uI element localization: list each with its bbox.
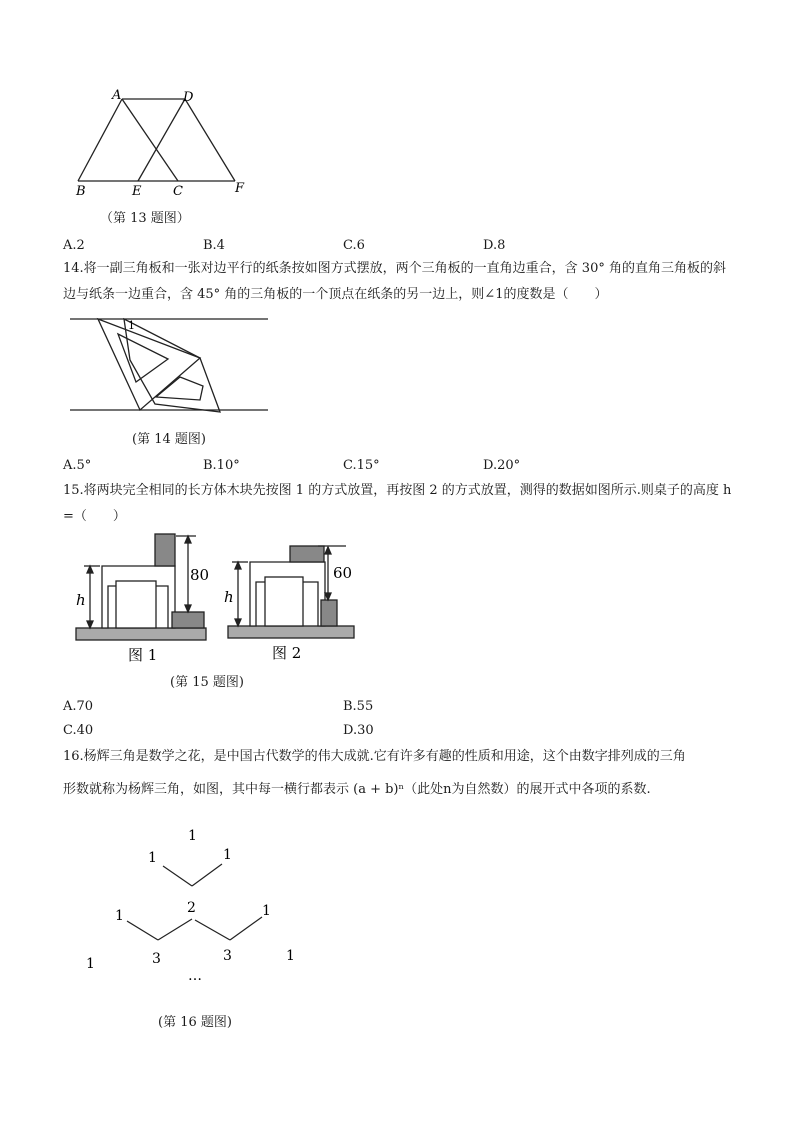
row1-1a: 1 xyxy=(148,850,157,866)
q15-option-b: B.55 xyxy=(343,699,374,714)
row3-3a: 3 xyxy=(152,951,161,967)
q14-option-d: D.20° xyxy=(483,458,521,473)
fig2-h: h xyxy=(224,588,234,606)
row2-1b: 1 xyxy=(262,903,271,919)
row1-1b: 1 xyxy=(223,847,232,863)
q14-text: 14.将一副三角板和一张对边平行的纸条按如图方式摆放，两个三角板的一直角边重合，含 30° 角的直角三角板的斜边与纸条一边重合，含 45° 角的三角板的一个顶点在纸条的另一边上，则∠1的度数是（ ） xyxy=(63,261,726,302)
point-d: D xyxy=(183,90,194,105)
point-c: C xyxy=(173,184,183,199)
q14-option-c: C.15° xyxy=(343,458,380,473)
q15-option-c: C.40 xyxy=(63,723,94,738)
q13-option-c: C.6 xyxy=(343,238,365,253)
q16-line2: 形数就称为杨辉三角，如图，其中每一横行都表示 (a + b)ⁿ（此处n为自然数）的展开式中各项的系数. xyxy=(63,782,651,797)
q13-option-b: B.4 xyxy=(203,238,225,253)
q14-caption: (第 14 题图) xyxy=(132,432,206,447)
q13-figure xyxy=(60,85,280,205)
q13-caption: （第 13 题图） xyxy=(100,211,190,226)
ellipsis: … xyxy=(188,968,202,984)
q14-option-a: A.5° xyxy=(63,458,92,473)
angle-1-label: 1 xyxy=(128,319,135,332)
fig2-label: 图 2 xyxy=(272,644,302,662)
q13-option-a: A.2 xyxy=(63,238,85,253)
point-e: E xyxy=(132,184,142,199)
fig1 xyxy=(76,534,206,640)
q15-figure xyxy=(70,530,365,668)
q15-option-d: D.30 xyxy=(343,723,374,738)
q15-caption: (第 15 题图) xyxy=(170,675,244,690)
q14-figure xyxy=(60,312,275,417)
q16-caption: (第 16 题图) xyxy=(158,1015,232,1030)
fig1-h: h xyxy=(76,591,86,609)
row3-1a: 1 xyxy=(86,956,95,972)
fig2-value: 60 xyxy=(333,564,353,582)
row3-1b: 1 xyxy=(286,948,295,964)
row0-1: 1 xyxy=(188,828,197,844)
q15-option-a: A.70 xyxy=(63,699,94,714)
fig2 xyxy=(228,546,354,638)
row2-1a: 1 xyxy=(115,908,124,924)
yang-hui-triangle xyxy=(80,820,310,990)
fig1-label: 图 1 xyxy=(128,646,158,664)
row3-3b: 3 xyxy=(223,948,232,964)
point-f: F xyxy=(235,181,245,196)
row2-2: 2 xyxy=(187,900,196,916)
fig1-value: 80 xyxy=(190,566,210,584)
q13-option-d: D.8 xyxy=(483,238,506,253)
point-b: B xyxy=(76,184,86,199)
q15-text: 15.将两块完全相同的长方体木块先按图 1 的方式放置，再按图 2 的方式放置，测得的数据如图所示.则桌子的高度 h =（ ） xyxy=(63,483,732,524)
q16-line1: 16.杨辉三角是数学之花，是中国古代数学的伟大成就.它有许多有趣的性质和用途，这个由数字排列成的三角 xyxy=(63,749,686,764)
q14-option-b: B.10° xyxy=(203,458,240,473)
point-a: A xyxy=(112,88,122,103)
